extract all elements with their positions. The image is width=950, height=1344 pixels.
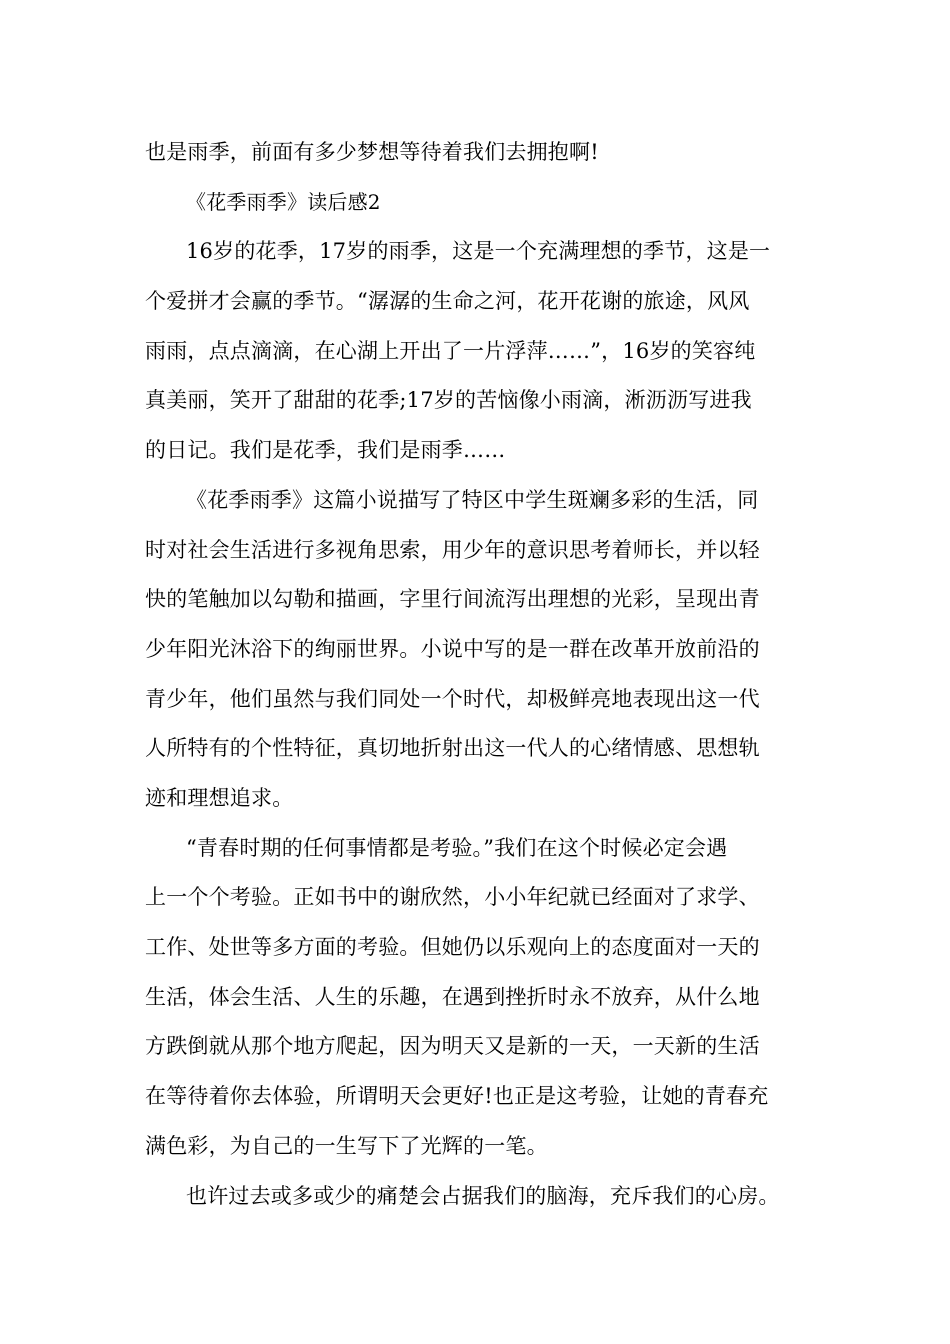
text-line: 迹和理想追求。 (145, 786, 294, 810)
text-line: 真美丽，笑开了甜甜的花季;17岁的苦恼像小雨滴，淅沥沥写进我 (145, 388, 752, 412)
text-line: 快的笔触加以勾勒和描画，字里行间流泻出理想的光彩，呈现出青 (145, 587, 760, 611)
text-line: 《花季雨季》这篇小说描写了特区中学生斑斓多彩的生活，同 (186, 488, 759, 512)
text-line: 在等待着你去体验，所谓明天会更好!也正是这考验，让她的青春充 (145, 1084, 769, 1108)
text-line: 雨雨，点点滴滴，在心湖上开出了一片浮萍……”，16岁的笑容纯 (145, 339, 756, 363)
text-line: 16岁的花季，17岁的雨季，这是一个充满理想的季节，这是一 (186, 239, 771, 263)
text-line: 也许过去或多或少的痛楚会占据我们的脑海，充斥我们的心房。 (186, 1184, 780, 1208)
text-line: 时对社会生活进行多视角思索，用少年的意识思考着师长，并以轻 (145, 538, 760, 562)
text-line: 生活，体会生活、人生的乐趣，在遇到挫折时永不放弃，从什么地 (145, 985, 760, 1009)
text-line: 青少年，他们虽然与我们同处一个时代，却极鲜亮地表现出这一代 (145, 687, 760, 711)
text-line: 方跌倒就从那个地方爬起，因为明天又是新的一天，一天新的生活 (145, 1034, 760, 1058)
text-line: 也是雨季，前面有多少梦想等待着我们去拥抱啊! (145, 140, 599, 164)
text-line: 个爱拼才会赢的季节。“潺潺的生命之河，花开花谢的旅途，风风 (145, 289, 750, 313)
section-title: 《花季雨季》读后感2 (186, 190, 381, 214)
text-line: 人所特有的个性特征，真切地折射出这一代人的心绪情感、思想轨 (145, 736, 760, 760)
text-line: “青春时期的任何事情都是考验。”我们在这个时候必定会遇 (186, 836, 728, 860)
text-line: 工作、处世等多方面的考验。但她仍以乐观向上的态度面对一天的 (145, 935, 760, 959)
text-line: 少年阳光沐浴下的绚丽世界。小说中写的是一群在改革开放前沿的 (145, 637, 760, 661)
text-line: 满色彩，为自己的一生写下了光辉的一笔。 (145, 1134, 548, 1158)
text-line: 的日记。我们是花季，我们是雨季…… (145, 438, 506, 462)
text-line: 上一个个考验。正如书中的谢欣然，小小年纪就已经面对了求学、 (145, 885, 760, 909)
